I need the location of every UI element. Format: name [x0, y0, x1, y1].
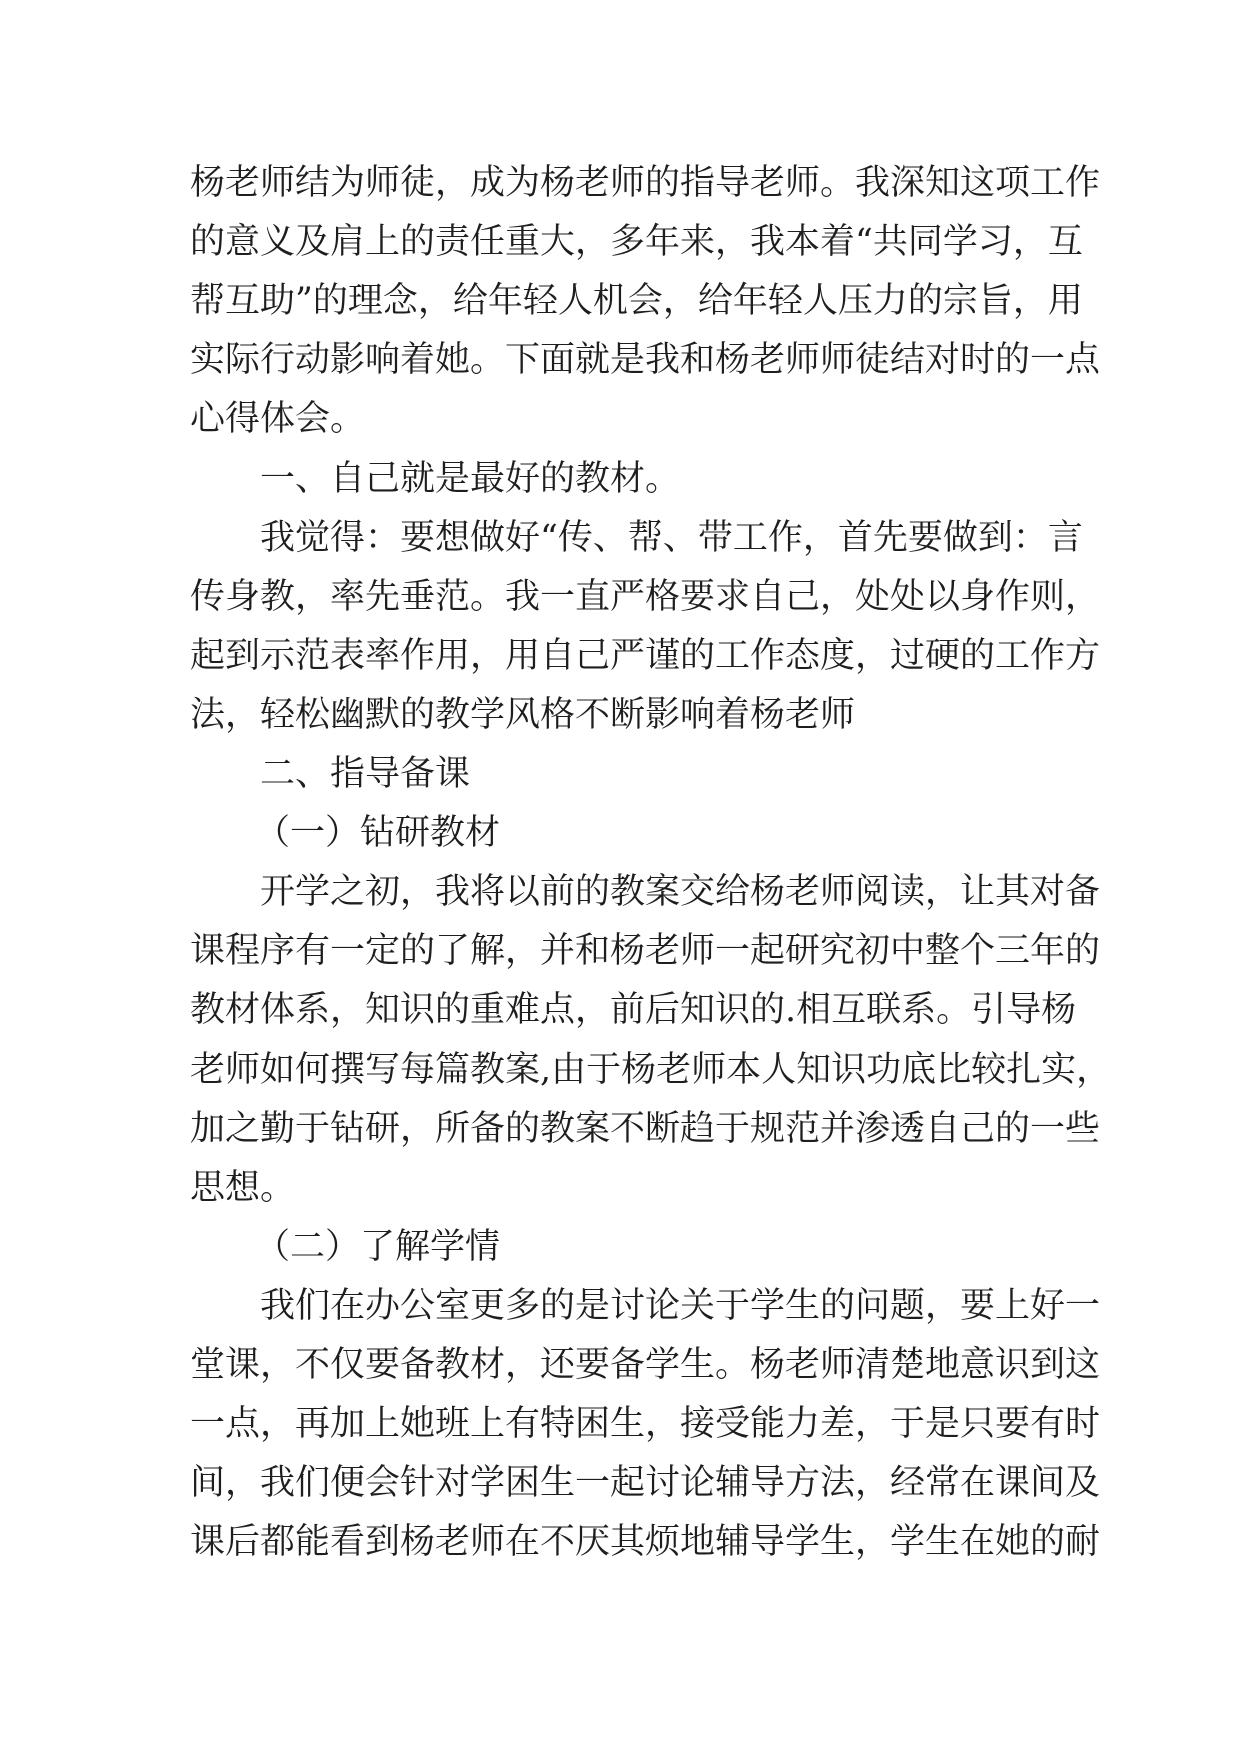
body-text-line: 实际行动影响着她。下面就是我和杨老师师徒结对时的一点 [190, 340, 1101, 380]
body-text-line: 心得体会。 [190, 399, 366, 439]
body-text-line: 帮互助”的理念，给年轻人机会，给年轻人压力的宗旨，用 [190, 281, 1083, 321]
section-heading: 二、指导备课 [260, 754, 471, 794]
body-text-line: 堂课，不仅要备教材，还要备学生。杨老师清楚地意识到这 [190, 1345, 1101, 1385]
body-text-line: 间，我们便会针对学困生一起讨论辅导方法，经常在课间及 [190, 1463, 1101, 1503]
subsection-heading: （一）钻研教材 [255, 813, 501, 853]
subsection-heading: （二）了解学情 [255, 1227, 501, 1267]
body-text-line: 加之勤于钻研，所备的教案不断趋于规范并渗透自己的一些 [190, 1109, 1101, 1149]
body-text-line: 教材体系，知识的重难点，前后知识的.相互联系。引导杨 [190, 990, 1077, 1030]
body-text-line: 老师如何撰写每篇教案,由于杨老师本人知识功底比较扎实， [190, 1050, 1112, 1090]
body-text-line: 课程序有一定的了解，并和杨老师一起研究初中整个三年的 [190, 931, 1101, 971]
body-text-line: 传身教，率先垂范。我一直严格要求自己，处处以身作则， [190, 577, 1101, 617]
body-text-line: 思想。 [190, 1168, 296, 1208]
body-text-line: 的意义及肩上的责任重大，多年来，我本着“共同学习，互 [190, 222, 1083, 262]
body-text-line: 杨老师结为师徒，成为杨老师的指导老师。我深知这项工作 [190, 163, 1101, 203]
body-text-line: 我觉得：要想做好“传、帮、带工作，首先要做到：言 [260, 518, 1083, 558]
body-text-line: 起到示范表率作用，用自己严谨的工作态度，过硬的工作方 [190, 636, 1101, 676]
body-text-line: 我们在办公室更多的是讨论关于学生的问题，要上好一 [260, 1286, 1101, 1326]
body-text-line: 开学之初，我将以前的教案交给杨老师阅读，让其对备 [260, 872, 1101, 912]
section-heading: 一、自己就是最好的教材。 [260, 459, 681, 499]
body-text-line: 课后都能看到杨老师在不厌其烦地辅导学生，学生在她的耐 [190, 1522, 1101, 1562]
body-text-line: 法，轻松幽默的教学风格不断影响着杨老师 [190, 695, 856, 735]
body-text-line: 一点，再加上她班上有特困生，接受能力差，于是只要有时 [190, 1404, 1101, 1444]
